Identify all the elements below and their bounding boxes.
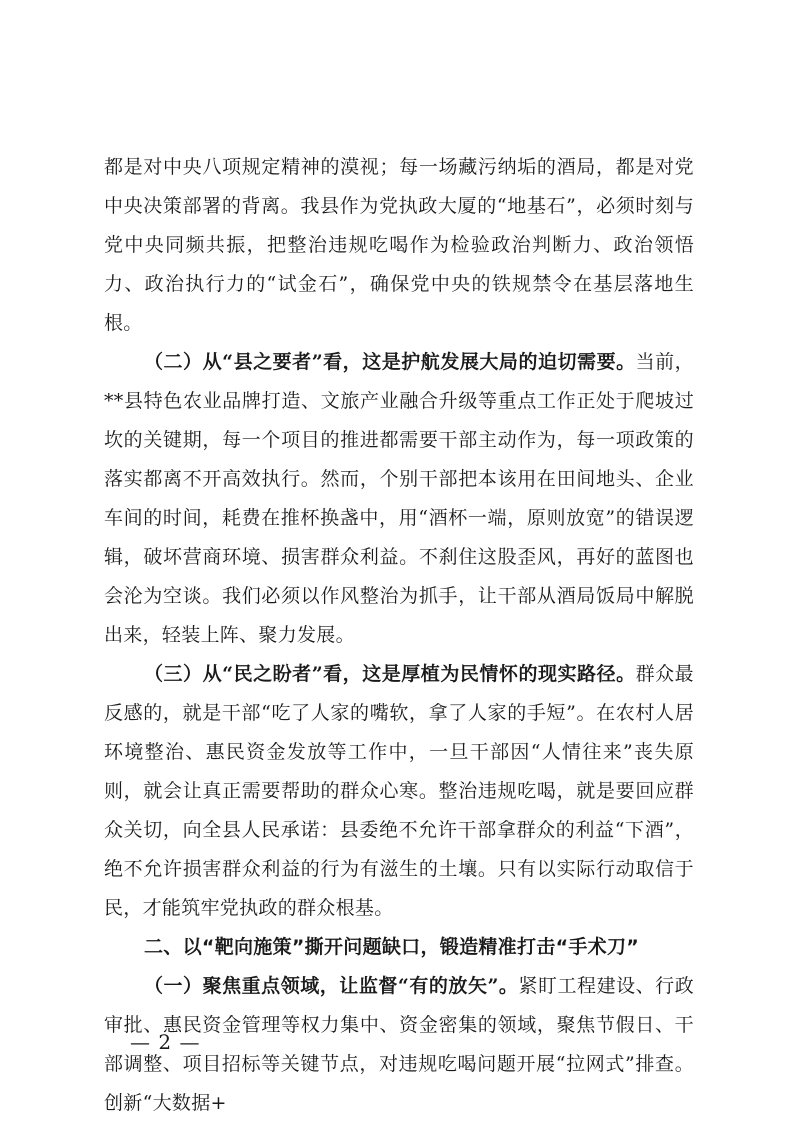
paragraph-subtitle: （二）从“县之要者”看，这是护航发展大局的迫切需要。	[144, 351, 636, 373]
document-body	[104, 148, 694, 1123]
page-number: — 2 —	[130, 1030, 201, 1054]
paragraph-subtitle: （一）聚焦重点领域，让监督“有的放矢”。	[144, 975, 519, 997]
paragraph-text: 都是对中央八项规定精神的漠视；每一场藏污纳垢的酒局，都是对党中央决策部署的背离。我县作为党执政大厦的“地基石”，必须时刻与党中央同频共振，把整治违规吃喝作为检验政治判断力、政治领悟力、政治执行力的“试金石”，确保党中央的铁规禁令在基层落地生根。	[104, 156, 694, 334]
paragraph-text: 紧盯工程建设、行政审批、惠民资金管理等权力集中、资金密集的领域，聚焦节假日、干部调整、项目招标等关键节点，对违规吃喝问题开展“拉网式”排查。创新“大数据+	[104, 975, 695, 1114]
paragraph-text: 群众最反感的，就是干部“吃了人家的嘴软，拿了人家的手短”。在农村人居环境整治、惠民资金发放等工作中，一旦干部因“人情往来”丧失原则，就会让真正需要帮助的群众心寒。整治违规吃喝，就是要回应群众关切，向全县人民承诺：县委绝不允许干部拿群众的利益“下酒”，绝不允许损害群众利益的行为有滋生的土壤。只有以实际行动取信于民，才能筑牢党执政的群众根基。	[104, 663, 694, 919]
paragraph-continuation	[104, 148, 694, 343]
paragraph-subtitle: （三）从“民之盼者”看，这是厚植为民情怀的现实路径。	[144, 663, 636, 685]
paragraph-people-expectations	[104, 655, 694, 928]
paragraph-county-needs	[104, 343, 694, 655]
paragraph-text: 当前，**县特色农业品牌打造、文旅产业融合升级等重点工作正处于爬坡过坎的关键期，每一个项目的推进都需要干部主动作为，每一项政策的落实都离不开高效执行。然而，个别干部把本该用在田间地头、企业车间的时间，耗费在推杯换盏中，用“酒杯一端，原则放宽”的错误逻辑，破坏营商环境、损害群众利益。不刹住这股歪风，再好的蓝图也会沦为空谈。我们必须以作风整治为抓手，让干部从酒局饭局中解脱出来，轻装上阵、聚力发展。	[104, 351, 694, 646]
section-heading: 二、以“靶向施策”撕开问题缺口，锻造精准打击“手术刀”	[144, 936, 640, 958]
